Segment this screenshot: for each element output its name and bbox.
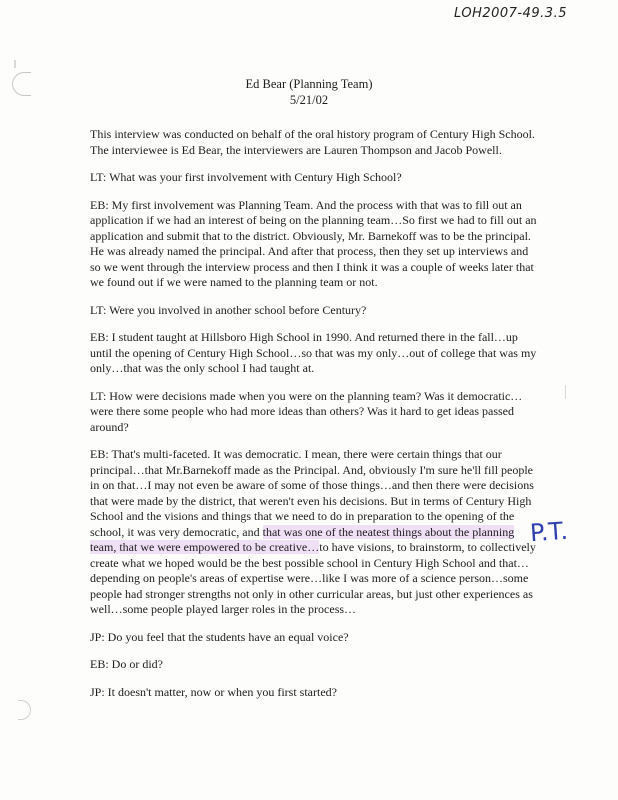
accession-number: LOH2007-49.3.5 [454,6,567,21]
document-date: 5/21/02 [289,93,329,107]
answer-paragraph: EB: My first involvement was Planning Team. And the process with that was to fill out an application if we had an interest of being on the planning team…So first we had to fill out an application and submit that to the district. Obviously, Mr. Barnekoff was to be the principal. He was already named the principal. And after that process, then they set up interviews and so we went through the interview process and then I think it was a couple of weeks later that we found out if we were named to the planning team or not. [90,197,537,289]
answer-paragraph [90,447,540,618]
highlighted-text: that was one of the neatest things about the planning team, that we were empowered to be creative… [90,524,515,554]
question-paragraph: LT: Were you involved in another school before Century? [90,302,367,317]
document-title: Ed Bear (Planning Team) [245,77,373,91]
punch-hole-mark [18,700,31,720]
answer-paragraph: EB: I student taught at Hillsboro High School in 1990. And returned there in the fall…up until the opening of Century High School…so that was my only…out of college that was my only…that was the only school I had taught at. [90,330,537,375]
edge-mark [565,385,566,399]
transcript-body [90,127,540,712]
handwritten-margin-note: P.T. [529,516,569,548]
question-paragraph: LT: How were decisions made when you were on the planning team? Was it democratic…were there some people who had more ideas than others? Was it hard to get ideas passed around? [90,388,523,434]
edge-mark [14,60,16,68]
question-paragraph: JP: It doesn't matter, now or when you first started? [90,684,337,699]
intro-paragraph: This interview was conducted on behalf of the oral history program of Century High School. The interviewee is Ed Bear, the interviewers are Lauren Thompson and Jacob Powell. [90,127,535,157]
question-paragraph: JP: Do you feel that the students have an equal voice? [90,629,349,644]
answer-text: to have visions, to brainstorm, to collectively create what we hoped would be the best possible school in Century High School and that…depending on people's areas of expertise were…like I was more of a science person…some people had stronger strengths not only in other curricular areas, but just other experiences as well…some people played larger roles in the process… [90,540,536,616]
answer-text: EB: That's multi-faceted. It was democratic. I mean, there were certain things that our principal…that Mr.Barnekoff made as the Principal. And, obviously I'm sure he'll fill people in on that…I may not even be aware of some of those things…and then there were decisions that were made by the district, that weren't even his decisions. But in terms of Century High School and the visions and things that we need to do in preparation to the opening of the school, it was very democratic, and [90,447,534,539]
question-paragraph: LT: What was your first involvement with Century High School? [90,170,402,184]
answer-paragraph: EB: Do or did? [90,657,163,671]
